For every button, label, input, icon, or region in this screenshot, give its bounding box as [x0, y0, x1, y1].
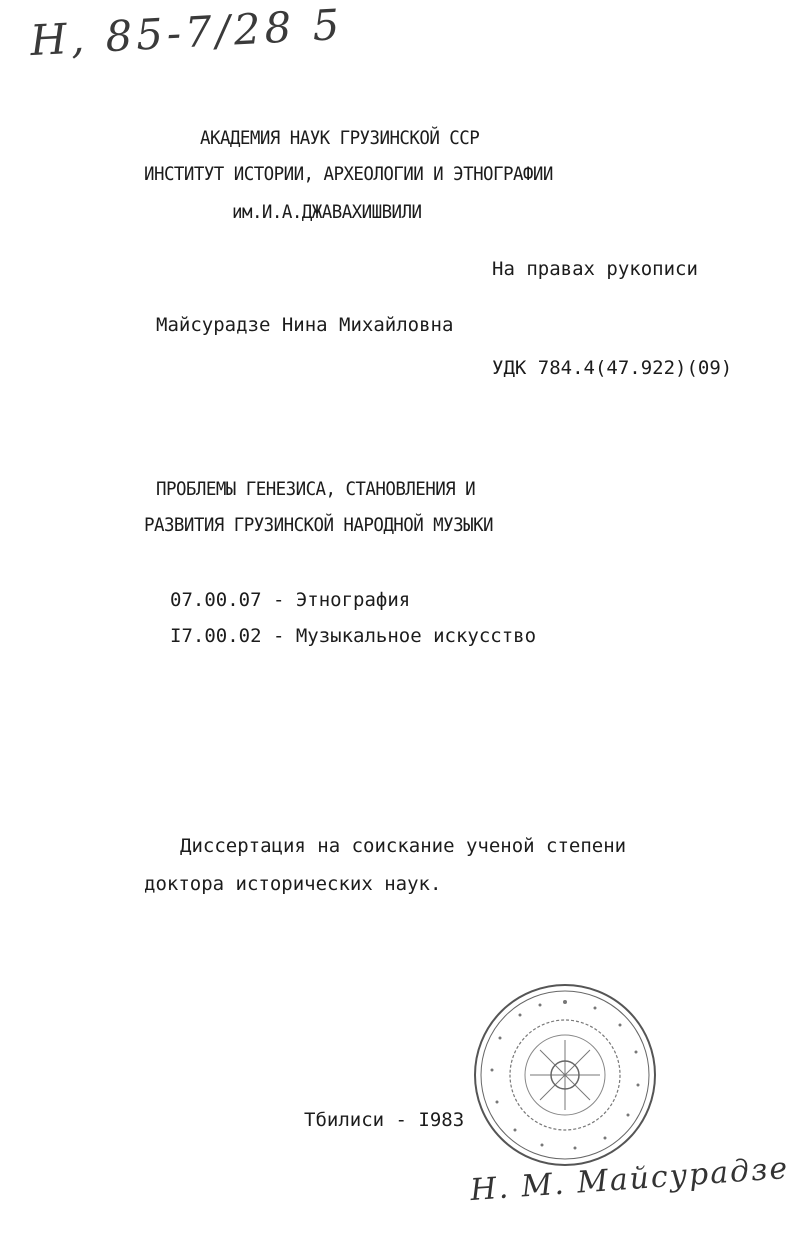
dissertation-line-1: Диссертация на соискание ученой степени — [180, 835, 627, 857]
title-line-2: РАЗВИТИЯ ГРУЗИНСКОЙ НАРОДНОЙ МУЗЫКИ — [144, 514, 494, 536]
manuscript-rights: На правах рукописи — [492, 258, 698, 280]
specialty-1: 07.00.07 - Этнография — [170, 589, 411, 611]
author-signature: Н. М. Майсурадзе — [469, 1150, 791, 1209]
specialty-2: I7.00.02 - Музыкальное искусство — [170, 625, 537, 647]
institute-namesake: им.И.А.ДЖАВАХИШВИЛИ — [232, 201, 422, 223]
author-name: Майсурадзе Нина Михайловна — [156, 314, 454, 336]
handwritten-catalog-note: Н, 85-7/28 5 — [28, 0, 345, 66]
institute-name: ИНСТИТУТ ИСТОРИИ, АРХЕОЛОГИИ И ЭТНОГРАФИИ — [144, 163, 553, 185]
place-year: Тбилиси - I983 — [304, 1109, 465, 1131]
udc-code: УДК 784.4(47.922)(09) — [492, 357, 733, 379]
title-line-1: ПРОБЛЕМЫ ГЕНЕЗИСА, СТАНОВЛЕНИЯ И — [156, 478, 476, 500]
academy-name: АКАДЕМИЯ НАУК ГРУЗИНСКОЙ ССР — [200, 127, 480, 149]
dissertation-line-2: доктора исторических наук. — [144, 873, 442, 895]
official-seal-stamp — [470, 980, 660, 1170]
